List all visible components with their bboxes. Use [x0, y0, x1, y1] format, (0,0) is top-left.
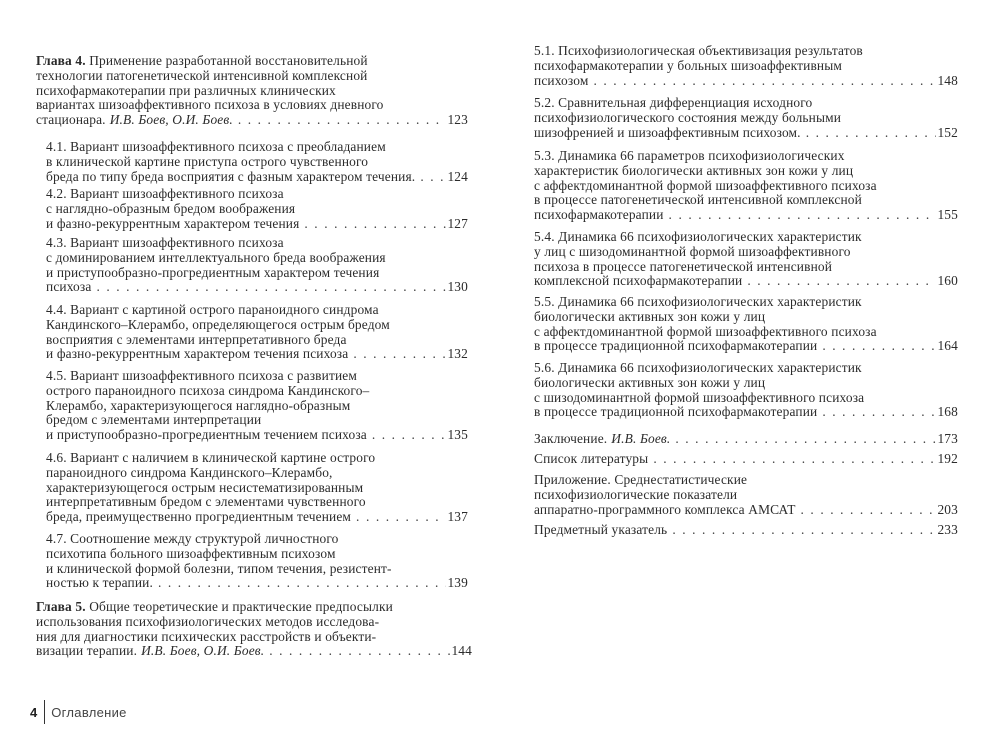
section-title-line: 5.6. Динамика 66 психофизиологических характеристик	[534, 360, 862, 375]
page-number: 168	[937, 404, 958, 420]
chapter-title-line: ния для диагностики психических расстройств и объекти-	[36, 628, 377, 644]
page-number: 203	[937, 501, 958, 517]
toc-entry-5-1[interactable]	[534, 44, 958, 88]
page-number: 173	[937, 431, 958, 446]
page-number: 137	[447, 509, 468, 525]
section-title-line: и фазно-рекуррентным характером течения психоза	[46, 346, 349, 362]
toc-last-line	[46, 217, 468, 232]
toc-entry-conclusion[interactable]	[534, 432, 958, 447]
toc-entry-subject-index[interactable]	[534, 523, 958, 538]
toc-entry-5-3[interactable]	[534, 149, 958, 223]
section-title-line: интерпретативным бредом с элементами чувственного	[46, 494, 366, 510]
chapter-title-line: Общие теоретические и практические предпосылки	[89, 599, 393, 614]
toc-last-line	[46, 510, 468, 525]
toc-entry-5-5[interactable]	[534, 295, 958, 354]
section-title-line: 4.3. Вариант шизоаффективного психоза	[46, 235, 284, 250]
section-title-line: 4.1. Вариант шизоаффективного психоза с преобладанием	[46, 139, 386, 154]
section-title-line: у лиц с шизодоминантной формой шизоаффективного	[534, 243, 851, 259]
page-number: 127	[447, 215, 468, 231]
section-title-line: с аффектдоминантной формой шизоаффективного психоза	[534, 177, 877, 193]
toc-last-line	[534, 405, 958, 420]
leader-dots	[96, 280, 446, 295]
toc-entry-4-2[interactable]	[46, 187, 468, 231]
leader-dots	[158, 576, 446, 591]
section-title-line: 5.5. Динамика 66 психофизиологических характеристик	[534, 294, 862, 309]
toc-last-line	[534, 503, 958, 518]
footer-page-number: 4	[30, 704, 38, 720]
toc-line	[36, 600, 472, 615]
chapter-title-line: Применение разработанной восстановительной	[89, 53, 368, 68]
leader-dots	[801, 503, 937, 518]
section-title-line: комплексной психофармакотерапии	[534, 273, 743, 289]
leader-dots	[747, 274, 936, 289]
leader-dots	[593, 74, 936, 89]
leader-dots	[353, 347, 446, 362]
section-title-line: бредом с элементами интерпретации	[46, 412, 262, 428]
section-title-line: 5.2. Сравнительная дифференциация исходного	[534, 95, 813, 110]
toc-last-line	[46, 347, 468, 362]
section-title-line: с доминированием интеллектуального бреда воображения	[46, 249, 386, 265]
section-title-line: психофармакотерапии у больных шизоаффективным	[534, 57, 843, 73]
leader-dots	[372, 428, 447, 443]
toc-last-line	[534, 274, 958, 289]
footer-running-head: Оглавление	[51, 704, 127, 720]
page-number: 144	[451, 643, 472, 659]
section-title-line: с шизодоминантной формой шизоаффективного психоза	[534, 389, 865, 405]
chapter-title-line: использования психофизиологических методов исследова-	[36, 613, 380, 629]
section-title-line: психоза	[46, 279, 92, 295]
toc-last-line	[46, 280, 468, 295]
leader-dots	[822, 339, 936, 354]
page-number: 160	[937, 273, 958, 289]
section-title-line: 5.3. Динамика 66 параметров психофизиологических	[534, 148, 845, 163]
section-title-line: бреда, преимущественно прогредиентным течением	[46, 509, 352, 525]
toc-last-line	[46, 170, 468, 185]
chapter-title-line: психофармакотерапии при различных клинических	[36, 82, 336, 98]
page-number: 123	[447, 112, 468, 128]
page-number: 152	[937, 124, 958, 140]
toc-last-line	[534, 452, 958, 467]
leader-dots	[269, 644, 450, 659]
section-title-line: в клинической картине приступа острого чувственного	[46, 153, 369, 169]
toc-last-line	[534, 432, 958, 447]
toc-entry-chapter-5[interactable]	[36, 600, 472, 659]
section-title-line: в процессе патогенетической интенсивной комплексной	[534, 192, 862, 208]
section-title-line: в процессе традиционной психофармакотерапии	[534, 338, 818, 354]
toc-entry-references[interactable]	[534, 452, 958, 467]
page-number: 139	[447, 575, 468, 591]
toc-entry-4-6[interactable]	[46, 451, 468, 525]
section-title-line: психоза в процессе патогенетической интенсивной	[534, 258, 833, 274]
toc-last-line	[36, 644, 472, 659]
leader-dots	[675, 432, 936, 447]
toc-entry-4-7[interactable]	[46, 532, 468, 591]
section-title-line: и приступообразно-прогредиентным характером течения	[46, 264, 380, 280]
section-title-line: характеризующегося острым несистематизированным	[46, 479, 364, 495]
leader-dots	[356, 510, 446, 525]
entry-authors: И.В. Боев.	[611, 431, 671, 446]
section-title-line: восприятия с элементами интерпретативного бреда	[46, 331, 347, 347]
section-title-line: 5.4. Динамика 66 психофизиологических характеристик	[534, 229, 862, 244]
page-number: 233	[937, 522, 958, 537]
toc-entry-appendix[interactable]	[534, 473, 958, 517]
toc-last-line	[46, 428, 468, 443]
toc-entry-4-5[interactable]	[46, 369, 468, 443]
section-title-line: в процессе традиционной психофармакотерапии	[534, 404, 818, 420]
leader-dots	[669, 208, 937, 223]
toc-last-line	[36, 113, 468, 128]
section-title-line: ностью к терапии.	[46, 575, 153, 591]
page-number: 124	[447, 168, 468, 184]
entry-title: Предметный указатель	[534, 522, 668, 537]
page-number: 132	[447, 346, 468, 362]
section-title-line: характеристик биологически активных зон кожи у лиц	[534, 162, 854, 178]
page-footer	[30, 699, 127, 725]
toc-last-line	[534, 74, 958, 89]
section-title-line: биологически активных зон кожи у лиц	[534, 374, 766, 390]
section-title-line: 4.5. Вариант шизоаффективного психоза с развитием	[46, 368, 357, 383]
section-title-line: с аффектдоминантной формой шизоаффективного психоза	[534, 323, 877, 339]
page-number: 135	[447, 427, 468, 443]
toc-entry-5-4[interactable]	[534, 230, 958, 289]
chapter-label: Глава 5.	[36, 599, 86, 614]
leader-dots	[822, 405, 936, 420]
section-title-line: психозом	[534, 72, 589, 88]
section-title-line: Клерамбо, характеризующегося наглядно-образным	[46, 397, 351, 413]
section-title-line: острого параноидного психоза синдрома Кандинского–	[46, 382, 370, 398]
section-title-line: и приступообразно-прогредиентным течением психоза	[46, 427, 367, 443]
toc-entry-5-6[interactable]	[534, 361, 958, 420]
entry-title-line: психофизиологические показатели	[534, 486, 738, 502]
leader-dots	[806, 126, 937, 141]
section-title-line: параноидного синдрома Кандинского–Клерамбо,	[46, 464, 333, 480]
section-title-line: биологически активных зон кожи у лиц	[534, 308, 766, 324]
entry-title: Список литературы	[534, 451, 649, 466]
chapter-title-line: вариантах шизоаффективного психоза в условиях дневного	[36, 97, 384, 113]
toc-last-line	[46, 576, 468, 591]
leader-dots	[304, 217, 446, 232]
page-number: 130	[447, 279, 468, 295]
toc-last-line	[534, 126, 958, 141]
section-title-line: 5.1. Психофизиологическая объективизация результатов	[534, 43, 863, 58]
toc-entry-4-1[interactable]	[46, 140, 468, 184]
section-title-line: Кандинского–Клерамбо, определяющегося острым бредом	[46, 316, 390, 332]
section-title-line: и клинической формой болезни, типом течения, резистент-	[46, 560, 392, 576]
chapter-title-line: визации терапии.	[36, 643, 138, 659]
section-title-line: шизофренией и шизоаффективным психозом.	[534, 124, 801, 140]
entry-title-line: Приложение. Среднестатистические	[534, 472, 748, 487]
page-number: 192	[937, 451, 958, 466]
leader-dots	[420, 170, 446, 185]
page-number: 155	[937, 207, 958, 223]
chapter-title-line: технологии патогенетической интенсивной комплексной	[36, 67, 368, 83]
section-title-line: психофизиологического состояния между больными	[534, 109, 842, 125]
chapter-authors: И.В. Боев, О.И. Боев.	[141, 643, 265, 659]
toc-last-line	[534, 339, 958, 354]
entry-title-line: аппаратно-программного комплекса АМСАТ	[534, 501, 796, 517]
toc-entry-4-3[interactable]	[46, 236, 468, 295]
toc-last-line	[534, 523, 958, 538]
section-title-line: 4.2. Вариант шизоаффективного психоза	[46, 186, 284, 201]
toc-last-line	[534, 208, 958, 223]
section-title-line: 4.6. Вариант с наличием в клинической картине острого	[46, 450, 376, 465]
section-title-line: психофармакотерапии	[534, 207, 664, 223]
section-title-line: бреда по типу бреда восприятия с фазным характером течения.	[46, 168, 416, 184]
leader-dots	[672, 523, 936, 538]
page-number: 164	[937, 338, 958, 354]
toc-entry-4-4[interactable]	[46, 303, 468, 362]
page-number: 148	[937, 72, 958, 88]
leader-dots	[238, 113, 447, 128]
section-title-line: и фазно-рекуррентным характером течения	[46, 215, 300, 231]
section-title-line: с наглядно-образным бредом воображения	[46, 200, 296, 216]
entry-title: Заключение.	[534, 431, 608, 446]
chapter-title-line: стационара.	[36, 112, 106, 128]
toc-line	[36, 54, 468, 69]
leader-dots	[653, 452, 936, 467]
section-title-line: психотипа больного шизоаффективным психозом	[46, 545, 336, 561]
toc-entry-chapter-4[interactable]	[36, 54, 468, 128]
section-title-line: 4.7. Соотношение между структурой личностного	[46, 531, 339, 546]
section-title-line: 4.4. Вариант с картиной острого параноидного синдрома	[46, 302, 379, 317]
toc-entry-5-2[interactable]	[534, 96, 958, 140]
chapter-authors: И.В. Боев, О.И. Боев.	[109, 112, 233, 128]
chapter-label: Глава 4.	[36, 53, 86, 68]
